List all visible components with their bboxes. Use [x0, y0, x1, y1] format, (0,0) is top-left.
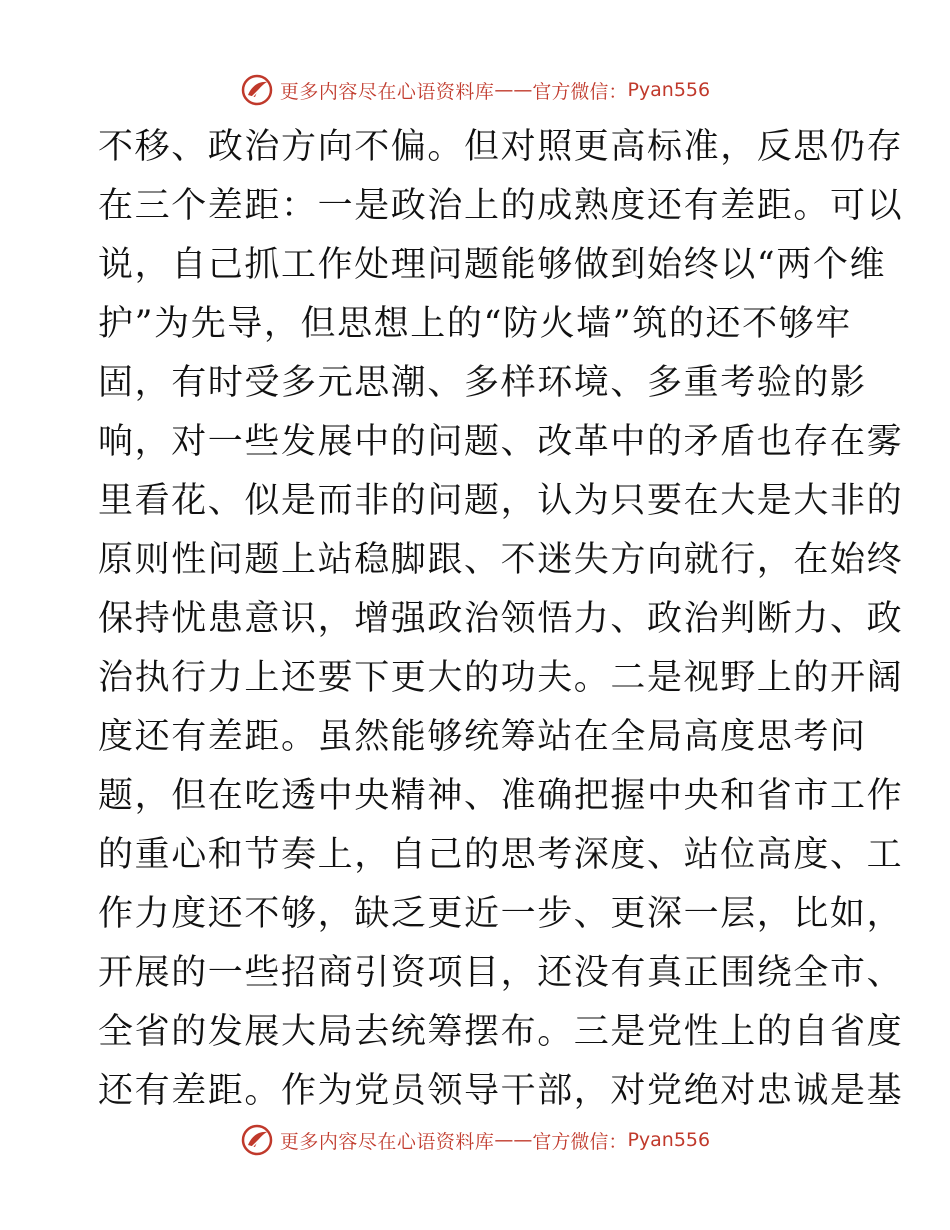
text-line: 度还有差距。虽然能够统筹站在全局高度思考问 [98, 717, 867, 757]
text-line: 题，但在吃透中央精神、准确把握中央和省市工作 [98, 776, 904, 816]
banner-wechat-id: Pyan556 [627, 1129, 711, 1151]
text-line: 保持忧患意识，增强政治领悟力、政治判断力、政 [98, 599, 904, 639]
text-line: 说，自己抓工作处理问题能够做到始终以“两个维 [98, 245, 887, 285]
banner-wechat-label: 官方微信： [532, 1130, 628, 1153]
text-line: 不移、政治方向不偏。但对照更高标准，反思仍存 [98, 127, 904, 167]
banner-separator: —— [494, 79, 533, 101]
text-line: 全省的发展大局去统筹摆布。三是党性上的自省度 [98, 1012, 904, 1052]
banner-wechat-id: Pyan556 [627, 79, 711, 101]
text-line: 治执行力上还要下更大的功夫。二是视野上的开阔 [98, 658, 904, 698]
text-line: 作力度还不够，缺乏更近一步、更深一层，比如， [98, 894, 904, 934]
text-line: 原则性问题上站稳脚跟、不迷失方向就行，在始终 [98, 540, 904, 580]
text-line: 在三个差距：一是政治上的成熟度还有差距。可以 [98, 186, 904, 226]
text-line: 里看花、似是而非的问题，认为只要在大是大非的 [98, 481, 904, 521]
banner-separator: —— [494, 1129, 533, 1151]
banner-text: 更多内容尽在心语资料库 [279, 80, 495, 103]
header-banner [0, 70, 950, 110]
document-body [98, 118, 904, 1121]
text-line: 护”为先导，但思想上的“防火墙”筑的还不够牢 [98, 304, 852, 344]
banner-text: 更多内容尽在心语资料库 [279, 1130, 495, 1153]
text-line: 的重心和节奏上，自己的思考深度、站位高度、工 [98, 835, 904, 875]
text-line: 固，有时受多元思潮、多样环境、多重考验的影 [98, 363, 867, 403]
brand-logo-icon [240, 73, 274, 107]
brand-logo-icon [240, 1123, 274, 1157]
footer-banner [0, 1120, 950, 1160]
text-line: 开展的一些招商引资项目，还没有真正围绕全市、 [98, 953, 904, 993]
text-line: 响，对一些发展中的问题、改革中的矛盾也存在雾 [98, 422, 904, 462]
banner-wechat-label: 官方微信： [532, 80, 628, 103]
text-line: 还有差距。作为党员领导干部，对党绝对忠诚是基 [98, 1071, 904, 1111]
